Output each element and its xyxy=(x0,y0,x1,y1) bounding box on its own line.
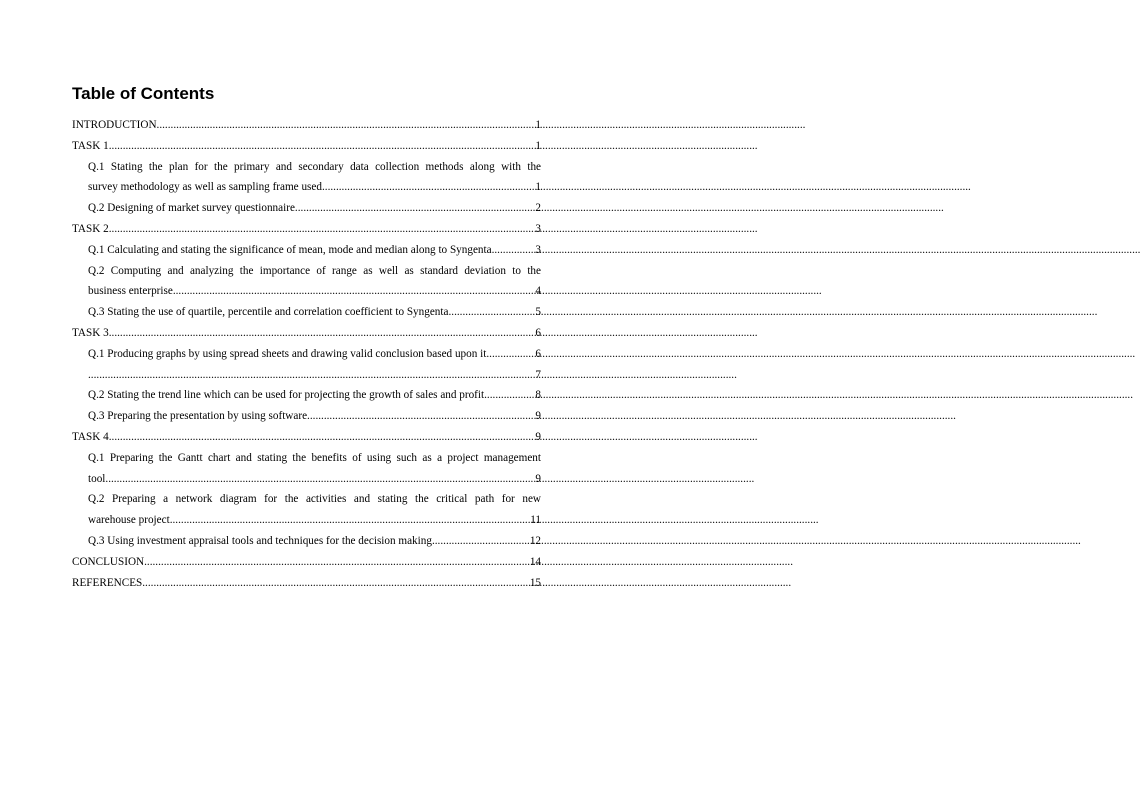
toc-page-number: 9 xyxy=(535,472,541,485)
toc-entry-text: TASK 3 xyxy=(72,326,109,339)
toc-entry-text: TASK 4 xyxy=(72,430,109,443)
toc-entry-task-4-q3[interactable] xyxy=(72,531,541,552)
dot-leader xyxy=(307,406,534,427)
toc-entry-text: CONCLUSION xyxy=(72,555,145,568)
toc-page-number: 1 xyxy=(535,139,541,152)
toc-entry-untitled[interactable] xyxy=(72,365,541,386)
dot-leader xyxy=(157,115,535,136)
toc-page-number: 12 xyxy=(529,534,541,547)
dot-leader xyxy=(142,573,529,594)
toc-entry-text: warehouse project xyxy=(88,514,170,527)
toc-entry-text: Q.3 Stating the use of quartile, percentile and correlation coefficient to Syngenta xyxy=(88,306,449,319)
toc-entry-task-3-q1[interactable] xyxy=(72,344,541,365)
toc-entry-task-2-q3[interactable] xyxy=(72,302,541,323)
toc-page-number: 1 xyxy=(535,181,541,194)
toc-entry-references[interactable] xyxy=(72,573,541,594)
toc-entry-conclusion[interactable] xyxy=(72,552,541,573)
dot-leader xyxy=(109,219,535,240)
toc-entry-text: TASK 1 xyxy=(72,139,109,152)
dot-leader xyxy=(492,240,535,261)
toc-page-number: 7 xyxy=(535,368,541,381)
dot-leader xyxy=(144,552,529,573)
toc-entry-text-line-1: Q.1 Preparing the Gantt chart and stating the benefits of using such as a project management xyxy=(88,451,541,464)
toc-page-number: 9 xyxy=(535,430,541,443)
toc-entry-task-3-q3[interactable] xyxy=(72,406,541,427)
toc-entry-text-line-1: Q.2 Preparing a network diagram for the activities and stating the critical path for new xyxy=(88,493,541,506)
dot-leader xyxy=(173,281,535,302)
toc-title: Table of Contents xyxy=(72,84,215,103)
toc-entry-task-4-q1[interactable] xyxy=(72,448,541,490)
toc-page-number: 8 xyxy=(535,389,541,402)
toc-entry-text: Q.1 Calculating and stating the significance of mean, mode and median along to Syngenta xyxy=(88,243,492,256)
dot-leader xyxy=(322,177,534,198)
dot-leader xyxy=(484,385,534,406)
toc-entry-text: Q.1 Producing graphs by using spread sheets and drawing valid conclusion based upon it xyxy=(88,347,487,360)
dot-leader xyxy=(105,469,534,490)
toc-entry-text: tool xyxy=(88,472,106,485)
toc-page-number: 6 xyxy=(535,347,541,360)
toc-entry-task-3[interactable] xyxy=(72,323,541,344)
toc-page-number: 11 xyxy=(530,514,541,527)
toc-entry-task-2-q1[interactable] xyxy=(72,240,541,261)
toc-page-number: 3 xyxy=(535,243,541,256)
table-of-contents xyxy=(72,115,541,593)
dot-leader xyxy=(448,302,534,323)
toc-entry-text: Q.3 Using investment appraisal tools and techniques for the decision making xyxy=(88,534,432,547)
toc-entry-text: business enterprise xyxy=(88,285,173,298)
toc-entry-task-2[interactable] xyxy=(72,219,541,240)
toc-page-number: 6 xyxy=(535,326,541,339)
toc-page-number: 4 xyxy=(535,285,541,298)
toc-page-number: 15 xyxy=(529,576,541,589)
toc-entry-task-1[interactable] xyxy=(72,136,541,157)
toc-entry-text: TASK 2 xyxy=(72,222,109,235)
dot-leader xyxy=(432,531,529,552)
dot-leader xyxy=(109,427,535,448)
toc-entry-text: survey methodology as well as sampling frame used xyxy=(88,181,322,194)
toc-entry-text: Q.2 Stating the trend line which can be used for projecting the growth of sales and profit xyxy=(88,389,485,402)
toc-entry-text: Q.2 Designing of market survey questionnaire xyxy=(88,202,295,215)
toc-entry-task-4-q2[interactable] xyxy=(72,489,541,531)
toc-page-number: 2 xyxy=(535,202,541,215)
dot-leader xyxy=(170,510,530,531)
toc-entry-introduction[interactable] xyxy=(72,115,541,136)
toc-entry-text-line-1: Q.1 Stating the plan for the primary and secondary data collection methods along with the xyxy=(88,160,541,173)
toc-page-number: 3 xyxy=(535,222,541,235)
dot-leader xyxy=(486,344,534,365)
toc-entry-text: Q.3 Preparing the presentation by using software xyxy=(88,410,308,423)
dot-leader xyxy=(295,198,534,219)
toc-entry-text-line-1: Q.2 Computing and analyzing the importance of range as well as standard deviation to the xyxy=(88,264,541,277)
toc-page-number: 1 xyxy=(535,119,541,131)
toc-entry-task-4[interactable] xyxy=(72,427,541,448)
dot-leader xyxy=(88,365,534,386)
toc-entry-task-2-q2[interactable] xyxy=(72,261,541,303)
dot-leader xyxy=(109,323,535,344)
toc-entry-task-1-q1[interactable] xyxy=(72,157,541,199)
toc-entry-task-1-q2[interactable] xyxy=(72,198,541,219)
toc-page-number: 14 xyxy=(529,555,541,568)
toc-page-number: 9 xyxy=(535,410,541,423)
toc-entry-text: REFERENCES xyxy=(72,576,143,589)
toc-entry-task-3-q2[interactable] xyxy=(72,385,541,406)
toc-entry-text: INTRODUCTION xyxy=(72,119,157,131)
dot-leader xyxy=(109,136,535,157)
toc-page-number: 5 xyxy=(535,306,541,319)
